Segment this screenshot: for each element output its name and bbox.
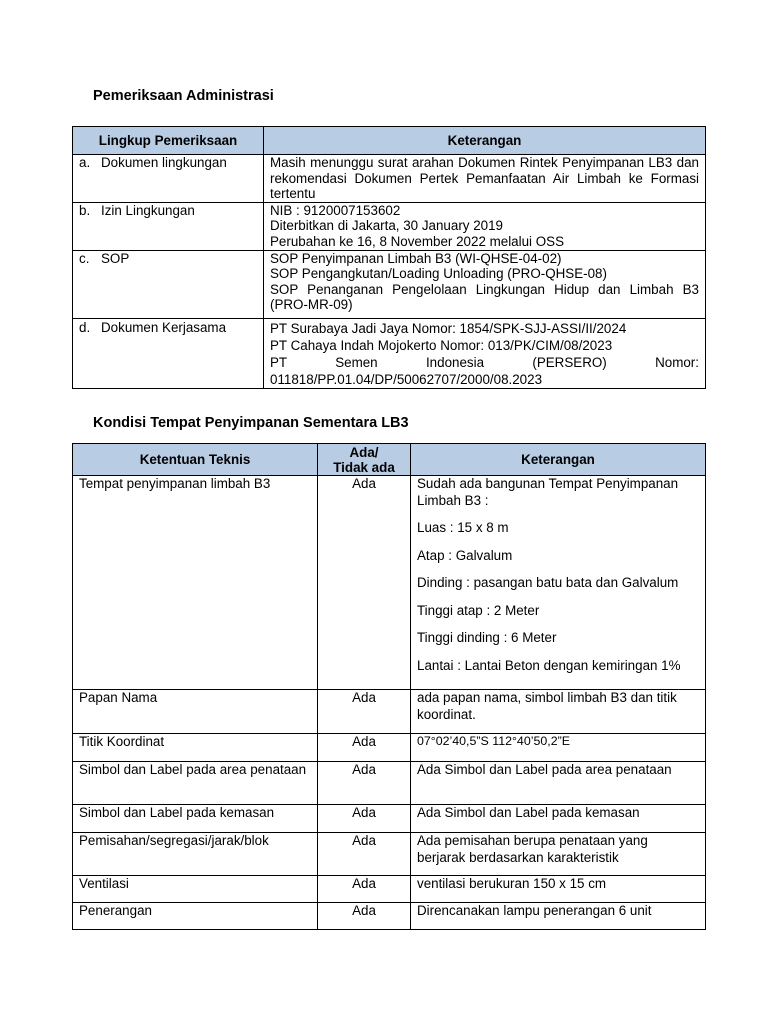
kondisi-tps-table xyxy=(72,443,706,930)
scope-label: Izin Lingkungan xyxy=(101,202,195,218)
note-line: SOP Penyimpanan Limbah B3 (WI-QHSE-04-02) xyxy=(270,250,562,266)
note-cell: ada papan nama, simbol limbah B3 dan titik koordinat. xyxy=(411,690,706,734)
item-cell: Papan Nama xyxy=(73,690,318,734)
administrasi-table xyxy=(72,126,706,389)
note-cell xyxy=(411,476,706,690)
header-keterangan: Keterangan xyxy=(264,127,706,155)
table-row xyxy=(73,762,706,805)
note-line: Dinding : pasangan batu bata dan Galvalum xyxy=(417,575,679,590)
note-cell xyxy=(264,250,706,318)
note-cell: Direncanakan lampu penerangan 6 unit xyxy=(411,903,706,930)
item-cell: Penerangan xyxy=(73,903,318,930)
header-ada-line: Tidak ada xyxy=(333,459,395,475)
note-line: Tinggi atap : 2 Meter xyxy=(417,602,540,618)
note-line: SOP Pengangkutan/Loading Unloading (PRO-QHSE-08) xyxy=(270,266,607,281)
table-row xyxy=(73,155,706,203)
item-cell: Simbol dan Label pada area penataan xyxy=(73,762,318,805)
status-cell: Ada xyxy=(318,762,411,805)
scope-cell xyxy=(73,155,264,203)
table-row xyxy=(73,250,706,318)
row-number: b. xyxy=(79,202,91,218)
header-ada-line: Ada/ xyxy=(349,444,379,460)
scope-cell xyxy=(73,318,264,388)
row-number: d. xyxy=(79,319,91,335)
note-line: Diterbitkan di Jakarta, 30 January 2019 xyxy=(270,218,503,233)
note-cell xyxy=(264,318,706,388)
section-title-kondisi-tps: Kondisi Tempat Penyimpanan Sementara LB3 xyxy=(93,415,409,431)
item-cell: Titik Koordinat xyxy=(73,734,318,762)
note-cell: Ada Simbol dan Label pada area penataan xyxy=(411,762,706,805)
note-cell: Ada Simbol dan Label pada kemasan xyxy=(411,805,706,833)
section-title-administrasi: Pemeriksaan Administrasi xyxy=(93,88,274,104)
note-line: Luas : 15 x 8 m xyxy=(417,520,509,535)
note-line: Lantai : Lantai Beton dengan kemiringan 1% xyxy=(417,657,681,673)
header-keterangan: Keterangan xyxy=(411,444,706,476)
note-line: PT Cahaya Indah Mojokerto Nomor: 013/PK/CIM/08/2023 xyxy=(270,337,613,353)
note-cell: 07°02’40,5”S 112°40’50,2”E xyxy=(411,734,706,762)
status-cell: Ada xyxy=(318,734,411,762)
item-cell: Tempat penyimpanan limbah B3 xyxy=(73,476,318,690)
header-ada xyxy=(318,444,411,476)
table-row xyxy=(73,690,706,734)
status-cell: Ada xyxy=(318,903,411,930)
status-cell: Ada xyxy=(318,833,411,876)
note-text: Masih menunggu surat arahan Dokumen Rintek Penyimpanan LB3 dan rekomendasi Dokumen Pertek Pemanfaatan Air Limbah ke Formasi tertentu xyxy=(270,155,699,201)
status-cell: Ada xyxy=(318,805,411,833)
note-line: Perubahan ke 16, 8 November 2022 melalui OSS xyxy=(270,233,565,249)
note-line: NIB : 9120007153602 xyxy=(270,202,401,218)
row-number: a. xyxy=(79,155,91,170)
note-line: 011818/PP.01.04/DP/50062707/2000/08.2023 xyxy=(270,371,543,387)
note-line: Tinggi dinding : 6 Meter xyxy=(417,630,557,645)
row-number: c. xyxy=(79,250,90,266)
note-line: PT Surabaya Jadi Jaya Nomor: 1854/SPK-SJJ-ASSI/II/2024 xyxy=(270,320,627,336)
scope-cell xyxy=(73,202,264,250)
note-cell xyxy=(264,202,706,250)
header-lingkup: Lingkup Pemeriksaan xyxy=(73,127,264,155)
table-row xyxy=(73,318,706,388)
table-row xyxy=(73,833,706,876)
table-row xyxy=(73,805,706,833)
scope-cell xyxy=(73,250,264,318)
table-row xyxy=(73,903,706,930)
table-header-row xyxy=(73,444,706,476)
table-row xyxy=(73,734,706,762)
status-cell: Ada xyxy=(318,690,411,734)
scope-label: Dokumen lingkungan xyxy=(101,155,227,170)
scope-label: Dokumen Kerjasama xyxy=(101,319,227,335)
status-cell: Ada xyxy=(318,476,411,690)
note-cell: Ada pemisahan berupa penataan yang berjarak berdasarkan karakteristik xyxy=(411,833,706,876)
note-cell: ventilasi berukuran 150 x 15 cm xyxy=(411,876,706,903)
table-header-row xyxy=(73,127,706,155)
status-cell: Ada xyxy=(318,876,411,903)
note-line: SOP Penanganan Pengelolaan Lingkungan Hidup dan Limbah B3 (PRO-MR-09) xyxy=(270,281,699,312)
scope-label: SOP xyxy=(101,250,130,266)
header-ketentuan: Ketentuan Teknis xyxy=(73,444,318,476)
note-line: Sudah ada bangunan Tempat Penyimpanan Limbah B3 : xyxy=(417,476,679,508)
note-line: Atap : Galvalum xyxy=(417,547,513,563)
note-cell xyxy=(264,155,706,203)
item-cell: Pemisahan/segregasi/jarak/blok xyxy=(73,833,318,876)
table-row xyxy=(73,476,706,690)
item-cell: Ventilasi xyxy=(73,876,318,903)
table-row xyxy=(73,202,706,250)
item-cell: Simbol dan Label pada kemasan xyxy=(73,805,318,833)
note-line: PT Semen Indonesia (PERSERO) Nomor: xyxy=(270,354,699,370)
table-row xyxy=(73,876,706,903)
